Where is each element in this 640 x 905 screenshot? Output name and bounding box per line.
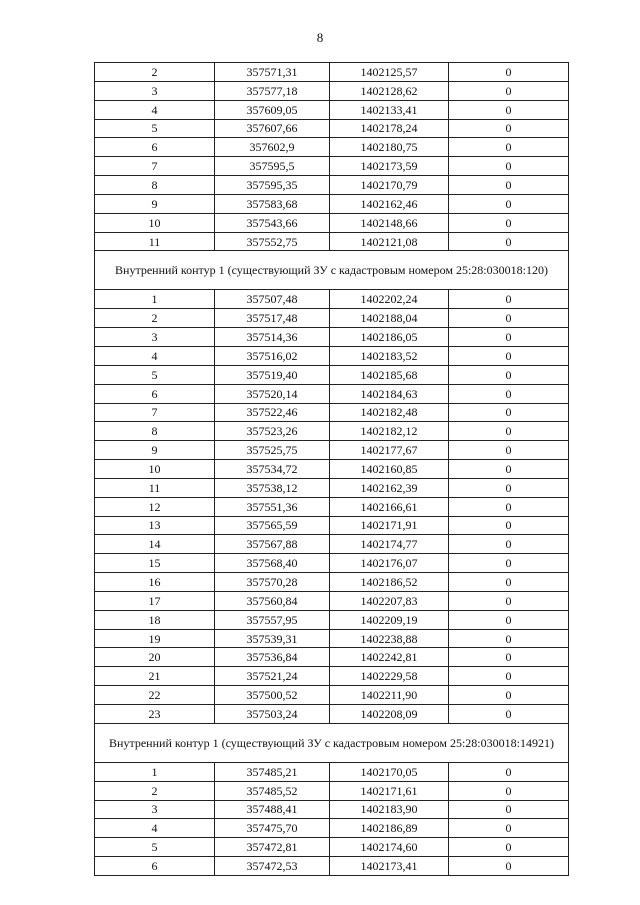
x-coordinate-cell: 357523,26 — [215, 422, 330, 441]
x-coordinate-cell: 357567,88 — [215, 535, 330, 554]
y-coordinate-cell: 1402121,08 — [330, 232, 449, 251]
y-coordinate-cell: 1402173,41 — [330, 857, 449, 876]
error-value-cell: 0 — [449, 213, 569, 232]
y-coordinate-cell: 1402238,88 — [330, 629, 449, 648]
error-value-cell: 0 — [449, 365, 569, 384]
point-number-cell: 8 — [95, 176, 215, 195]
x-coordinate-cell: 357607,66 — [215, 119, 330, 138]
table-row — [95, 365, 569, 384]
y-coordinate-cell: 1402180,75 — [330, 138, 449, 157]
error-value-cell: 0 — [449, 535, 569, 554]
table-row — [95, 460, 569, 479]
error-value-cell: 0 — [449, 384, 569, 403]
error-value-cell: 0 — [449, 573, 569, 592]
x-coordinate-cell: 357472,81 — [215, 838, 330, 857]
error-value-cell: 0 — [449, 441, 569, 460]
point-number-cell: 4 — [95, 100, 215, 119]
x-coordinate-cell: 357514,36 — [215, 328, 330, 347]
point-number-cell: 15 — [95, 554, 215, 573]
table-row — [95, 629, 569, 648]
x-coordinate-cell: 357543,66 — [215, 213, 330, 232]
error-value-cell: 0 — [449, 648, 569, 667]
y-coordinate-cell: 1402171,61 — [330, 781, 449, 800]
y-coordinate-cell: 1402186,89 — [330, 819, 449, 838]
table-row — [95, 573, 569, 592]
error-value-cell: 0 — [449, 81, 569, 100]
section-header-row — [95, 723, 569, 762]
point-number-cell: 21 — [95, 667, 215, 686]
x-coordinate-cell: 357475,70 — [215, 819, 330, 838]
section-header-cell: Внутренний контур 1 (существующий ЗУ с кадастровым номером 25:28:030018:120) — [95, 251, 569, 290]
y-coordinate-cell: 1402125,57 — [330, 63, 449, 82]
table-row — [95, 648, 569, 667]
y-coordinate-cell: 1402209,19 — [330, 610, 449, 629]
point-number-cell: 5 — [95, 365, 215, 384]
y-coordinate-cell: 1402185,68 — [330, 365, 449, 384]
error-value-cell: 0 — [449, 781, 569, 800]
x-coordinate-cell: 357503,24 — [215, 705, 330, 724]
section-header-row — [95, 251, 569, 290]
table-row — [95, 232, 569, 251]
y-coordinate-cell: 1402173,59 — [330, 157, 449, 176]
table-row — [95, 516, 569, 535]
y-coordinate-cell: 1402202,24 — [330, 290, 449, 309]
table-row — [95, 441, 569, 460]
y-coordinate-cell: 1402160,85 — [330, 460, 449, 479]
error-value-cell: 0 — [449, 857, 569, 876]
error-value-cell: 0 — [449, 819, 569, 838]
table-row — [95, 686, 569, 705]
error-value-cell: 0 — [449, 176, 569, 195]
x-coordinate-cell: 357488,41 — [215, 800, 330, 819]
error-value-cell: 0 — [449, 497, 569, 516]
point-number-cell: 2 — [95, 309, 215, 328]
table-row — [95, 610, 569, 629]
table-row — [95, 100, 569, 119]
point-number-cell: 6 — [95, 138, 215, 157]
coordinates-table — [94, 62, 569, 876]
table-row — [95, 535, 569, 554]
point-number-cell: 1 — [95, 290, 215, 309]
y-coordinate-cell: 1402183,52 — [330, 346, 449, 365]
error-value-cell: 0 — [449, 478, 569, 497]
error-value-cell: 0 — [449, 328, 569, 347]
point-number-cell: 20 — [95, 648, 215, 667]
y-coordinate-cell: 1402184,63 — [330, 384, 449, 403]
point-number-cell: 19 — [95, 629, 215, 648]
point-number-cell: 11 — [95, 478, 215, 497]
point-number-cell: 3 — [95, 81, 215, 100]
error-value-cell: 0 — [449, 119, 569, 138]
y-coordinate-cell: 1402148,66 — [330, 213, 449, 232]
table-row — [95, 762, 569, 781]
table-row — [95, 554, 569, 573]
point-number-cell: 10 — [95, 460, 215, 479]
y-coordinate-cell: 1402174,60 — [330, 838, 449, 857]
point-number-cell: 8 — [95, 422, 215, 441]
point-number-cell: 5 — [95, 119, 215, 138]
x-coordinate-cell: 357500,52 — [215, 686, 330, 705]
x-coordinate-cell: 357595,5 — [215, 157, 330, 176]
x-coordinate-cell: 357522,46 — [215, 403, 330, 422]
y-coordinate-cell: 1402162,46 — [330, 194, 449, 213]
point-number-cell: 14 — [95, 535, 215, 554]
y-coordinate-cell: 1402182,12 — [330, 422, 449, 441]
table-row — [95, 838, 569, 857]
point-number-cell: 7 — [95, 403, 215, 422]
x-coordinate-cell: 357560,84 — [215, 591, 330, 610]
error-value-cell: 0 — [449, 232, 569, 251]
x-coordinate-cell: 357595,35 — [215, 176, 330, 195]
x-coordinate-cell: 357517,48 — [215, 309, 330, 328]
y-coordinate-cell: 1402177,67 — [330, 441, 449, 460]
y-coordinate-cell: 1402186,52 — [330, 573, 449, 592]
point-number-cell: 13 — [95, 516, 215, 535]
x-coordinate-cell: 357565,59 — [215, 516, 330, 535]
table-row — [95, 157, 569, 176]
point-number-cell: 16 — [95, 573, 215, 592]
table-row — [95, 81, 569, 100]
y-coordinate-cell: 1402186,05 — [330, 328, 449, 347]
point-number-cell: 2 — [95, 781, 215, 800]
point-number-cell: 10 — [95, 213, 215, 232]
point-number-cell: 9 — [95, 441, 215, 460]
point-number-cell: 1 — [95, 762, 215, 781]
y-coordinate-cell: 1402188,04 — [330, 309, 449, 328]
y-coordinate-cell: 1402174,77 — [330, 535, 449, 554]
x-coordinate-cell: 357485,52 — [215, 781, 330, 800]
x-coordinate-cell: 357583,68 — [215, 194, 330, 213]
y-coordinate-cell: 1402183,90 — [330, 800, 449, 819]
table-row — [95, 478, 569, 497]
x-coordinate-cell: 357577,18 — [215, 81, 330, 100]
y-coordinate-cell: 1402208,09 — [330, 705, 449, 724]
y-coordinate-cell: 1402229,58 — [330, 667, 449, 686]
table-row — [95, 176, 569, 195]
table-row — [95, 819, 569, 838]
error-value-cell: 0 — [449, 838, 569, 857]
point-number-cell: 11 — [95, 232, 215, 251]
point-number-cell: 18 — [95, 610, 215, 629]
x-coordinate-cell: 357571,31 — [215, 63, 330, 82]
table-row — [95, 309, 569, 328]
x-coordinate-cell: 357521,24 — [215, 667, 330, 686]
table-row — [95, 119, 569, 138]
table-row — [95, 63, 569, 82]
x-coordinate-cell: 357557,95 — [215, 610, 330, 629]
error-value-cell: 0 — [449, 290, 569, 309]
table-row — [95, 667, 569, 686]
table-row — [95, 328, 569, 347]
error-value-cell: 0 — [449, 705, 569, 724]
x-coordinate-cell: 357568,40 — [215, 554, 330, 573]
table-row — [95, 403, 569, 422]
point-number-cell: 4 — [95, 346, 215, 365]
y-coordinate-cell: 1402176,07 — [330, 554, 449, 573]
error-value-cell: 0 — [449, 516, 569, 535]
table-row — [95, 138, 569, 157]
x-coordinate-cell: 357551,36 — [215, 497, 330, 516]
error-value-cell: 0 — [449, 800, 569, 819]
point-number-cell: 23 — [95, 705, 215, 724]
table-row — [95, 497, 569, 516]
y-coordinate-cell: 1402166,61 — [330, 497, 449, 516]
y-coordinate-cell: 1402170,79 — [330, 176, 449, 195]
point-number-cell: 17 — [95, 591, 215, 610]
error-value-cell: 0 — [449, 138, 569, 157]
point-number-cell: 22 — [95, 686, 215, 705]
y-coordinate-cell: 1402133,41 — [330, 100, 449, 119]
x-coordinate-cell: 357525,75 — [215, 441, 330, 460]
x-coordinate-cell: 357538,12 — [215, 478, 330, 497]
y-coordinate-cell: 1402178,24 — [330, 119, 449, 138]
x-coordinate-cell: 357536,84 — [215, 648, 330, 667]
y-coordinate-cell: 1402171,91 — [330, 516, 449, 535]
y-coordinate-cell: 1402182,48 — [330, 403, 449, 422]
x-coordinate-cell: 357516,02 — [215, 346, 330, 365]
error-value-cell: 0 — [449, 100, 569, 119]
table-row — [95, 213, 569, 232]
point-number-cell: 2 — [95, 63, 215, 82]
error-value-cell: 0 — [449, 554, 569, 573]
y-coordinate-cell: 1402170,05 — [330, 762, 449, 781]
table-row — [95, 422, 569, 441]
error-value-cell: 0 — [449, 762, 569, 781]
y-coordinate-cell: 1402128,62 — [330, 81, 449, 100]
error-value-cell: 0 — [449, 157, 569, 176]
page-number: 8 — [316, 30, 324, 45]
point-number-cell: 3 — [95, 328, 215, 347]
x-coordinate-cell: 357609,05 — [215, 100, 330, 119]
table-row — [95, 290, 569, 309]
error-value-cell: 0 — [449, 194, 569, 213]
x-coordinate-cell: 357552,75 — [215, 232, 330, 251]
table-row — [95, 857, 569, 876]
error-value-cell: 0 — [449, 403, 569, 422]
error-value-cell: 0 — [449, 346, 569, 365]
error-value-cell: 0 — [449, 686, 569, 705]
coordinates-table-body — [95, 63, 569, 876]
table-row — [95, 384, 569, 403]
x-coordinate-cell: 357539,31 — [215, 629, 330, 648]
x-coordinate-cell: 357519,40 — [215, 365, 330, 384]
point-number-cell: 4 — [95, 819, 215, 838]
error-value-cell: 0 — [449, 610, 569, 629]
y-coordinate-cell: 1402211,90 — [330, 686, 449, 705]
x-coordinate-cell: 357570,28 — [215, 573, 330, 592]
x-coordinate-cell: 357602,9 — [215, 138, 330, 157]
point-number-cell: 7 — [95, 157, 215, 176]
error-value-cell: 0 — [449, 629, 569, 648]
table-row — [95, 781, 569, 800]
table-row — [95, 591, 569, 610]
point-number-cell: 12 — [95, 497, 215, 516]
error-value-cell: 0 — [449, 422, 569, 441]
table-row — [95, 800, 569, 819]
point-number-cell: 3 — [95, 800, 215, 819]
error-value-cell: 0 — [449, 460, 569, 479]
x-coordinate-cell: 357485,21 — [215, 762, 330, 781]
point-number-cell: 6 — [95, 384, 215, 403]
x-coordinate-cell: 357472,53 — [215, 857, 330, 876]
x-coordinate-cell: 357507,48 — [215, 290, 330, 309]
table-row — [95, 705, 569, 724]
error-value-cell: 0 — [449, 63, 569, 82]
y-coordinate-cell: 1402242,81 — [330, 648, 449, 667]
section-header-cell: Внутренний контур 1 (существующий ЗУ с кадастровым номером 25:28:030018:14921) — [95, 723, 569, 762]
point-number-cell: 5 — [95, 838, 215, 857]
error-value-cell: 0 — [449, 667, 569, 686]
y-coordinate-cell: 1402162,39 — [330, 478, 449, 497]
x-coordinate-cell: 357534,72 — [215, 460, 330, 479]
error-value-cell: 0 — [449, 309, 569, 328]
table-row — [95, 194, 569, 213]
error-value-cell: 0 — [449, 591, 569, 610]
x-coordinate-cell: 357520,14 — [215, 384, 330, 403]
table-row — [95, 346, 569, 365]
point-number-cell: 9 — [95, 194, 215, 213]
point-number-cell: 6 — [95, 857, 215, 876]
y-coordinate-cell: 1402207,83 — [330, 591, 449, 610]
